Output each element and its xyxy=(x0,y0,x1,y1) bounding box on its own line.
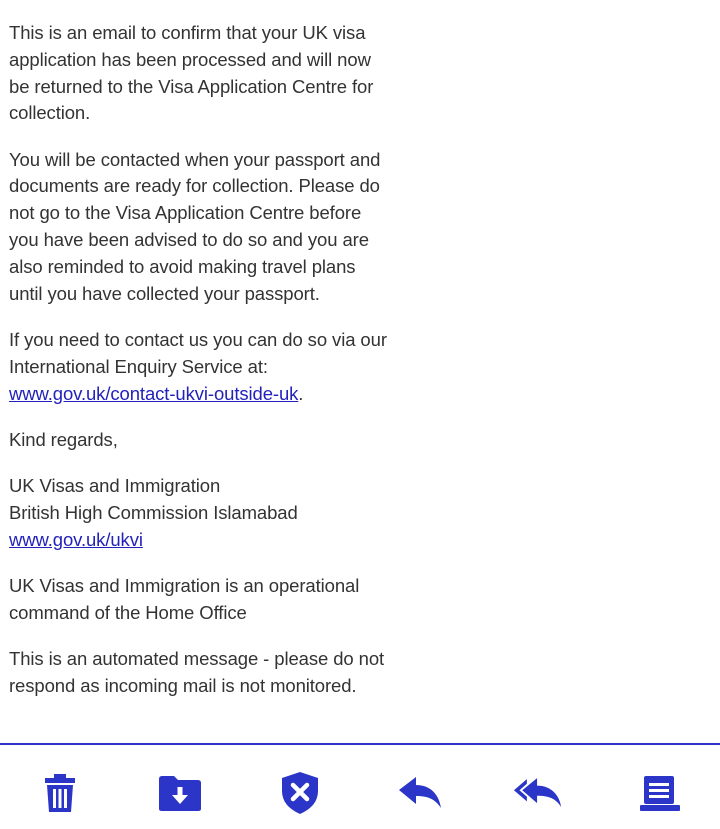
automated-note: This is an automated message - please do not respond as incoming mail is not monitored. xyxy=(9,648,385,696)
paragraph-collection-notice: You will be contacted when your passport and documents are ready for collection. Please do not go to the Visa Application Centre before you have been advised to do so and you are also reminded to avoid making travel plans until you have collected your passport. xyxy=(9,148,381,304)
bottom-toolbar xyxy=(0,743,720,829)
block-sender-icon xyxy=(280,771,320,815)
reply-button[interactable] xyxy=(395,769,445,817)
signature-line-2: British High Commission Islamabad xyxy=(9,501,298,523)
move-to-folder-icon xyxy=(158,774,202,812)
block-sender-button[interactable] xyxy=(275,769,325,817)
footer-note: UK Visas and Immigration is an operational command of the Home Office xyxy=(9,575,360,623)
paragraph-contact xyxy=(9,327,389,407)
trash-icon xyxy=(44,773,76,813)
reply-all-icon xyxy=(513,775,563,811)
signature-link[interactable]: www.gov.uk/ukvi xyxy=(9,528,143,550)
signature-line-1: UK Visas and Immigration xyxy=(9,475,221,497)
paragraph-confirmation: This is an email to confirm that your UK visa application has been processed and will now be returned to the Visa Application Centre for collection. xyxy=(9,22,374,124)
closing-text: Kind regards, xyxy=(9,428,118,450)
email-body xyxy=(9,20,389,744)
reply-icon xyxy=(397,775,443,811)
more-icon xyxy=(639,774,681,812)
signature xyxy=(9,473,389,553)
move-to-folder-button[interactable] xyxy=(155,769,205,817)
delete-button[interactable] xyxy=(35,769,85,817)
reply-all-button[interactable] xyxy=(513,769,563,817)
more-options-button[interactable] xyxy=(635,769,685,817)
contact-text: If you need to contact us you can do so via our International Enquiry Service at: xyxy=(9,328,387,377)
contact-suffix: . xyxy=(298,382,304,404)
contact-link[interactable]: www.gov.uk/contact-ukvi-outside-uk xyxy=(9,382,299,404)
